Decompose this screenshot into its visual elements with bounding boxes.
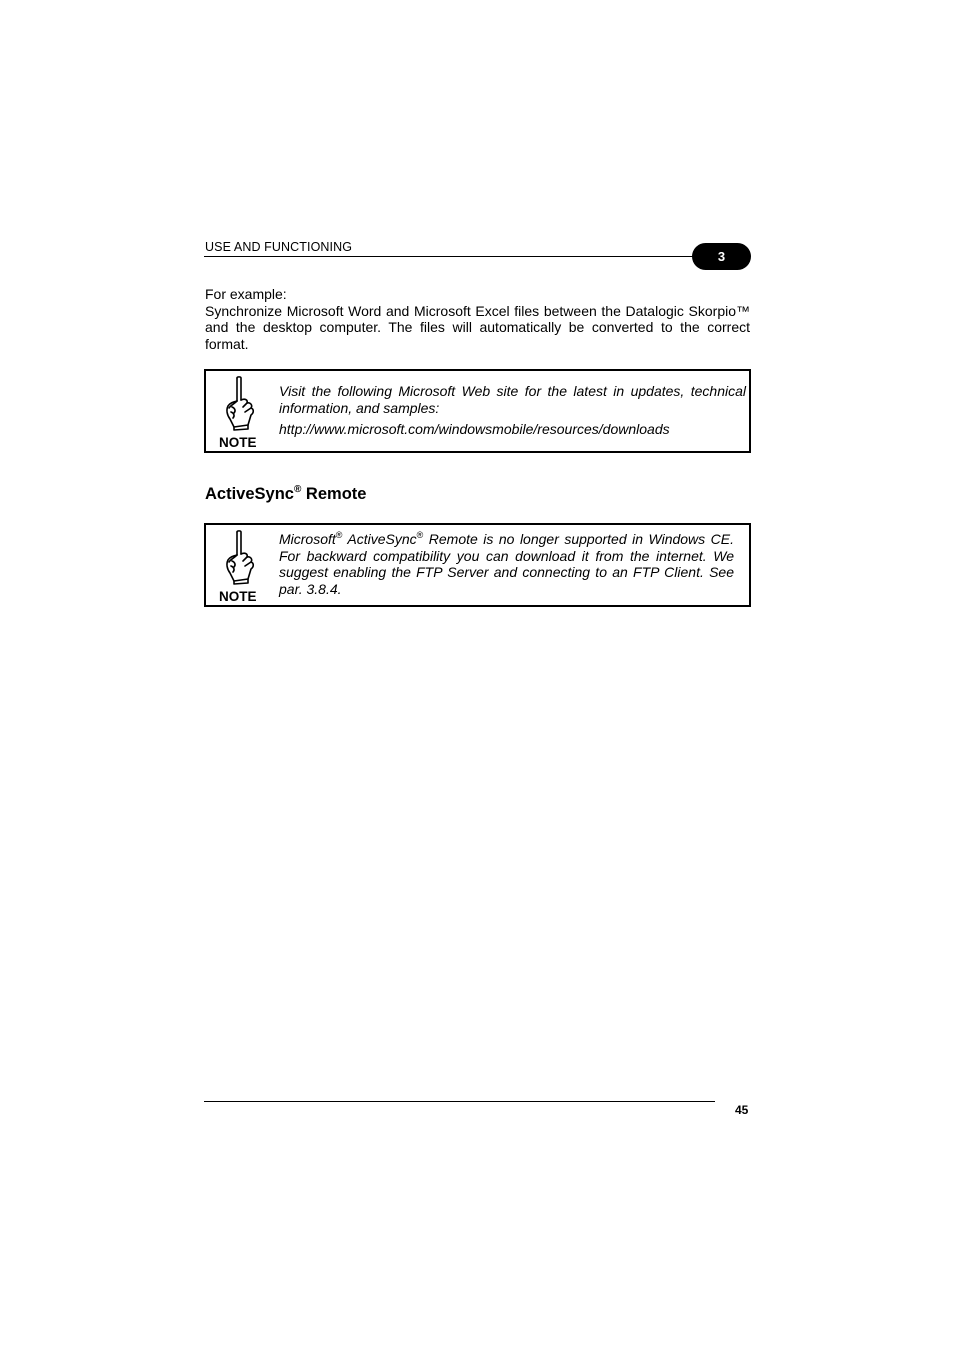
- intro-block: [205, 286, 750, 352]
- note-label: NOTE: [219, 589, 257, 604]
- intro-paragraph: Synchronize Microsoft Word and Microsoft Excel files between the Datalogic Skorpio™ and the desktop computer. The files will automatically be converted to the correct format.: [205, 302, 750, 352]
- chapter-badge: [692, 243, 751, 270]
- footer-rule: [204, 1101, 715, 1102]
- download-url: http://www.microsoft.com/windowsmobile/resources/downloads: [279, 421, 670, 438]
- registered-mark: ®: [416, 530, 424, 540]
- note-box-updates: [204, 369, 751, 453]
- chapter-number: 3: [717, 249, 726, 264]
- pointing-hand-icon: [222, 529, 258, 585]
- note-text: [279, 383, 746, 438]
- page-number: 45: [735, 1103, 749, 1117]
- note-message: Visit the following Microsoft Web site for the latest in updates, technical information, and samples:: [279, 383, 746, 416]
- note-box-activesync-remote: [204, 523, 751, 607]
- registered-mark: ®: [293, 484, 302, 495]
- intro-lead: For example:: [205, 286, 287, 302]
- pointing-hand-icon: [222, 375, 258, 431]
- section-heading: ActiveSync® Remote: [205, 484, 367, 503]
- registered-mark: ®: [335, 530, 343, 540]
- note-label: NOTE: [219, 435, 257, 450]
- header-rule: [204, 256, 696, 257]
- running-header: USE AND FUNCTIONING: [205, 240, 353, 254]
- note-text: Microsoft® ActiveSync® Remote is no longer supported in Windows CE. For backward compatibility you can download it from the internet. We suggest enabling the FTP Server and connecting to an FTP Client. See par. 3.8.4.: [279, 530, 734, 597]
